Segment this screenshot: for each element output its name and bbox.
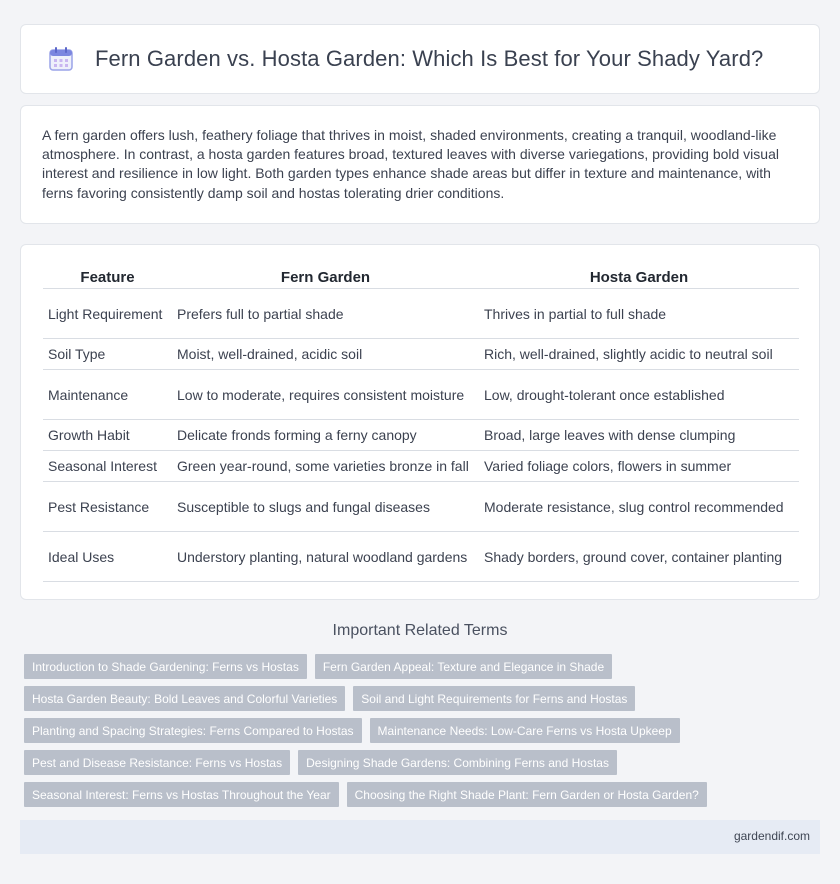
related-tag[interactable]: Hosta Garden Beauty: Bold Leaves and Colorful Varieties [24,686,345,711]
table-row [43,370,799,420]
footer-site-link[interactable]: gardendif.com [733,829,810,843]
related-terms-section [20,620,820,814]
comparison-section [20,244,820,600]
comparison-table [43,265,799,582]
related-tag[interactable]: Choosing the Right Shade Plant: Fern Garden or Hosta Garden? [347,782,707,807]
table-cell: Moderate resistance, slug control recommended [479,482,799,532]
related-tag[interactable]: Pest and Disease Resistance: Ferns vs Hostas [24,750,290,775]
table-cell: Seasonal Interest [43,451,172,482]
table-cell: Thrives in partial to full shade [479,289,799,339]
table-cell: Rich, well-drained, slightly acidic to neutral soil [479,339,799,370]
column-header: Hosta Garden [479,265,799,289]
table-cell: Light Requirement [43,289,172,339]
table-cell: Green year-round, some varieties bronze in fall [172,451,479,482]
table-row [43,532,799,582]
related-tag[interactable]: Designing Shade Gardens: Combining Ferns and Hostas [298,750,617,775]
related-tags [20,654,820,814]
related-tag[interactable]: Soil and Light Requirements for Ferns and Hostas [353,686,635,711]
table-cell: Susceptible to slugs and fungal diseases [172,482,479,532]
table-cell: Shady borders, ground cover, container planting [479,532,799,582]
table-cell: Low to moderate, requires consistent moisture [172,370,479,420]
table-cell: Varied foliage colors, flowers in summer [479,451,799,482]
table-row [43,451,799,482]
table-cell: Delicate fronds forming a ferny canopy [172,420,479,451]
related-tag[interactable]: Seasonal Interest: Ferns vs Hostas Throughout the Year [24,782,339,807]
table-cell: Broad, large leaves with dense clumping [479,420,799,451]
intro-text: A fern garden offers lush, feathery foliage that thrives in moist, shaded environments, creating a tranquil, woodland-like atmosphere. In contrast, a hosta garden features broad, textured leaves with diverse variegations, providing bold visual interest and resilience in low light. Both garden types enhance shade areas but differ in texture and maintenance, with ferns favoring consistently damp soil and hostas tolerating drier conditions. [42,127,779,201]
table-row [43,482,799,532]
table-cell: Soil Type [43,339,172,370]
table-cell: Low, drought-tolerant once established [479,370,799,420]
calendar-icon [47,45,75,73]
related-tag[interactable]: Maintenance Needs: Low-Care Ferns vs Hosta Upkeep [370,718,680,743]
table-header-row [43,265,799,289]
related-terms-title: Important Related Terms [332,622,508,639]
intro-section [20,105,820,224]
table-row [43,420,799,451]
table-cell: Prefers full to partial shade [172,289,479,339]
table-cell: Moist, well-drained, acidic soil [172,339,479,370]
page-title: Fern Garden vs. Hosta Garden: Which Is Best for Your Shady Yard? [95,46,764,71]
table-row [43,289,799,339]
table-row [43,339,799,370]
page-header [20,24,820,94]
table-cell: Understory planting, natural woodland gardens [172,532,479,582]
table-cell: Growth Habit [43,420,172,451]
related-tag[interactable]: Introduction to Shade Gardening: Ferns vs Hostas [24,654,307,679]
related-tag[interactable]: Fern Garden Appeal: Texture and Elegance in Shade [315,654,612,679]
related-tag[interactable]: Planting and Spacing Strategies: Ferns Compared to Hostas [24,718,362,743]
table-cell: Pest Resistance [43,482,172,532]
column-header: Feature [43,265,172,289]
table-cell: Maintenance [43,370,172,420]
table-cell: Ideal Uses [43,532,172,582]
page-footer [20,820,820,854]
column-header: Fern Garden [172,265,479,289]
